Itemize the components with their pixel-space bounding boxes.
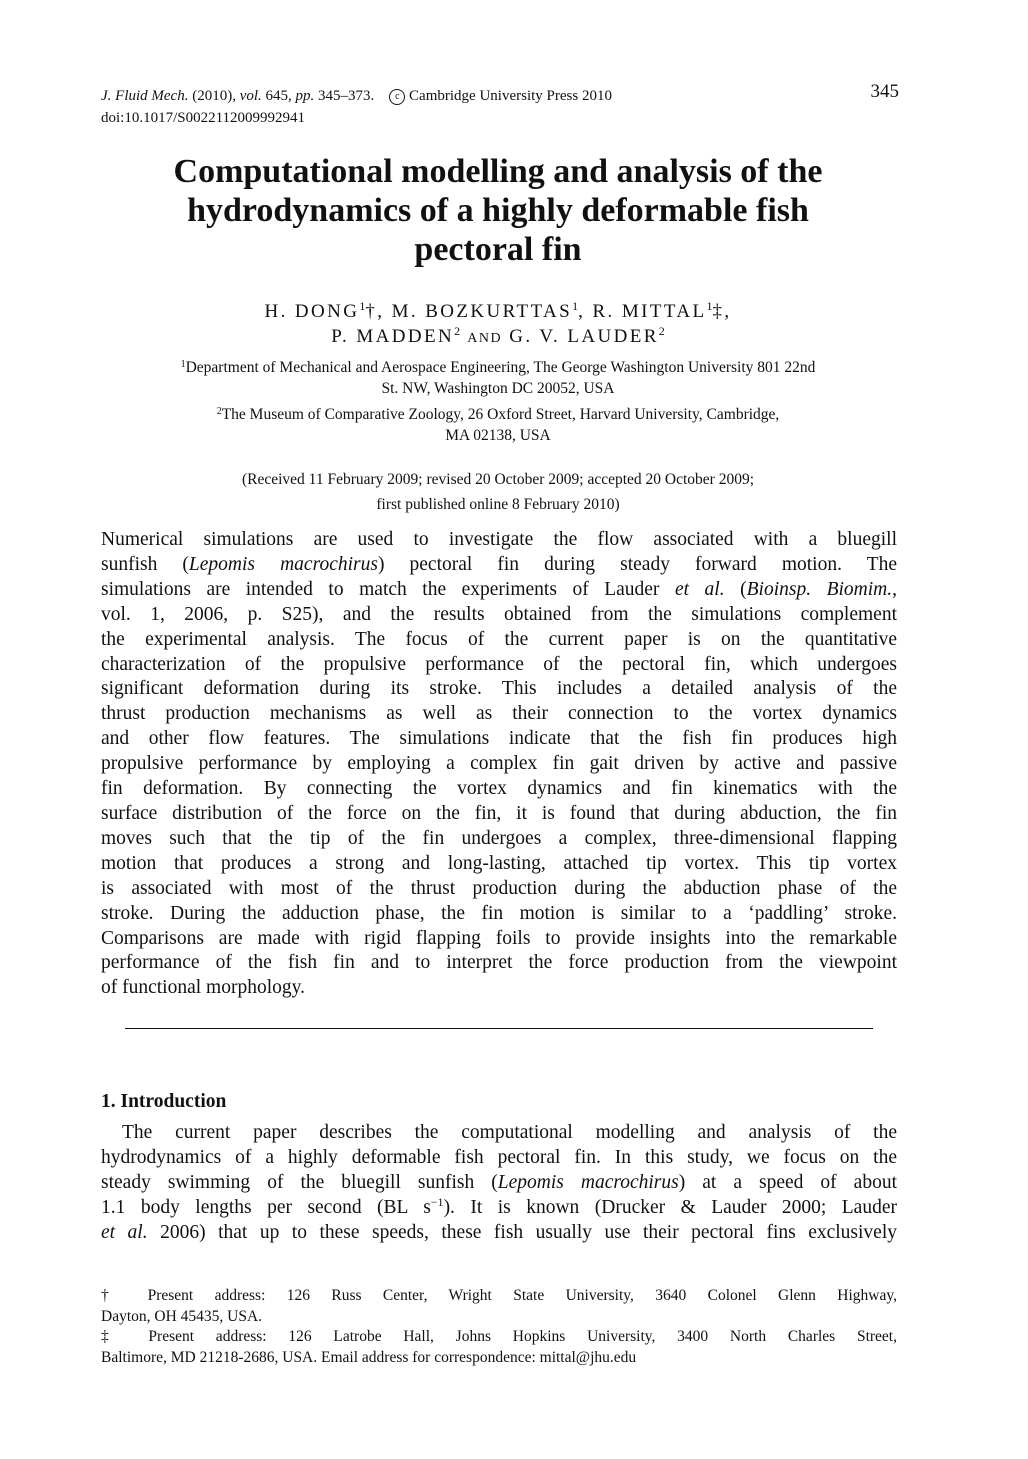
abstract-line: surface distribution of the force on the fin, it is found that during abduction, the fin — [101, 802, 897, 824]
author-name: M. BOZKURTTAS — [391, 301, 573, 322]
abstract-line: and other flow features. The simulations indicate that the fish fin produces high — [101, 728, 897, 750]
text-run: 2006) that up to these speeds, these fish usually use their pectoral fins exclusively — [160, 1221, 898, 1243]
abstract-line: moves such that the tip of the fin undergoes a complex, three-dimensional flapping — [101, 827, 897, 849]
text-run: ( — [740, 578, 747, 600]
affiliation-mark: 1 — [359, 299, 366, 313]
journal-name: J. Fluid Mech. — [101, 88, 189, 104]
abstract-line: stroke. During the adduction phase, the fin motion is similar to a ‘paddling’ stroke. — [101, 902, 897, 924]
title-line: pectoral fin — [414, 231, 582, 268]
copyright-icon: c — [389, 89, 405, 105]
abstract-line — [101, 553, 897, 578]
abstract-line: Numerical simulations are used to investigate the flow associated with a bluegill — [101, 529, 897, 550]
abstract-line: of functional morphology. — [101, 977, 305, 999]
section-title: Introduction — [120, 1091, 227, 1112]
affiliation-mark: 2 — [658, 324, 665, 338]
doi: doi:10.1017/S0022112009992941 — [101, 110, 306, 126]
author-line — [100, 324, 896, 351]
citation-line — [101, 85, 901, 107]
text-run: ) at a speed of about — [678, 1171, 897, 1193]
affiliation-mark: 2 — [454, 324, 461, 338]
affiliation-text: MA 02138, USA — [445, 427, 551, 444]
footnote-line: † Present address: 126 Russ Center, Wright State University, 3640 Colonel Glenn Highway, — [101, 1287, 897, 1304]
received-line: (Received 11 February 2009; revised 20 October 2009; accepted 20 October 2009; — [241, 471, 755, 488]
footnote-line: Baltimore, MD 21218-2686, USA. Email address for correspondence: mittal@jhu.edu — [101, 1349, 637, 1366]
abstract-line: is associated with most of the thrust production during the abduction phase of the — [101, 877, 897, 899]
journal-ref: Bioinsp. Biomim., — [746, 578, 898, 600]
footnote-line: Dayton, OH 45435, USA. — [101, 1308, 263, 1325]
body-line — [101, 1171, 897, 1196]
pages-label: pp. — [295, 88, 315, 104]
footnote-mark: †, — [365, 301, 385, 322]
text-run: steady swimming of the bluegill sunfish ( — [101, 1171, 498, 1193]
affiliation-text: Department of Mechanical and Aerospace Engineering, The George Washington University 801 22nd — [185, 359, 816, 376]
text-run: simulations are intended to match the experiments of Lauder — [101, 578, 660, 600]
exponent: −1 — [430, 1194, 444, 1209]
page-number: 345 — [870, 81, 899, 102]
affiliation-mark: 1 — [572, 299, 579, 313]
affiliation-1 — [100, 357, 896, 399]
body-line: hydrodynamics of a highly deformable fish pectoral fin. In this study, we focus on the — [101, 1146, 897, 1168]
affiliation-2 — [100, 404, 896, 446]
volume-number: 645, — [265, 88, 292, 104]
body-line: The current paper describes the computational modelling and analysis of the — [122, 1122, 897, 1143]
page-range: 345–373. — [318, 88, 375, 104]
affiliation-mark: 1 — [180, 359, 186, 370]
publisher: Cambridge University Press 2010 — [409, 88, 612, 104]
abstract-line: significant deformation during its stroke. This includes a detailed analysis of the — [101, 678, 897, 700]
received-line: first published online 8 February 2010) — [376, 496, 620, 513]
abstract-line: thrust production mechanisms as well as their connection to the vortex dynamics — [101, 703, 897, 725]
footnote-1 — [101, 1285, 897, 1327]
conjunction: AND — [467, 331, 503, 346]
author-name: P. MADDEN — [331, 326, 455, 347]
body-line — [101, 1196, 897, 1221]
title-line: Computational modelling and analysis of the — [173, 153, 823, 190]
journal-year: (2010), — [192, 88, 236, 104]
author-line — [100, 299, 896, 324]
species-name: Lepomis macrochirus — [188, 553, 378, 575]
affiliation-mark: 2 — [216, 406, 222, 417]
et-al: et al. — [674, 578, 725, 600]
received-dates — [100, 467, 896, 517]
author-list — [100, 299, 896, 351]
abstract-line: propulsive performance by employing a complex fin gait driven by active and passive — [101, 753, 897, 775]
abstract — [101, 528, 897, 1001]
affiliation-text: St. NW, Washington DC 20052, USA — [381, 380, 615, 397]
text-run: 1.1 body lengths per second (BL s — [101, 1196, 431, 1218]
section-heading — [101, 1089, 226, 1114]
text-run: ) pectoral fin during steady forward motion. The — [377, 553, 897, 575]
paper-title — [100, 152, 896, 269]
abstract-line — [101, 578, 897, 603]
abstract-line: motion that produces a strong and long-lasting, attached tip vortex. This tip vortex — [101, 852, 897, 874]
abstract-line: Comparisons are made with rigid flapping foils to provide insights into the remarkable — [101, 927, 897, 949]
title-line: hydrodynamics of a highly deformable fish — [187, 192, 809, 229]
footnote-line: ‡ Present address: 126 Latrobe Hall, Johns Hopkins University, 3400 North Charles Street, — [101, 1328, 897, 1345]
author-name: H. DONG — [264, 301, 360, 322]
section-number: 1. — [101, 1091, 116, 1112]
affiliation-text: The Museum of Comparative Zoology, 26 Oxford Street, Harvard University, Cambridge, — [221, 406, 780, 423]
abstract-line: vol. 1, 2006, p. S25), and the results obtained from the simulations complement — [101, 603, 897, 625]
footnote-2 — [101, 1326, 897, 1368]
volume-label: vol. — [239, 88, 262, 104]
text-run: ). It is known (Drucker & Lauder 2000; Lauder — [443, 1196, 897, 1218]
abstract-line: characterization of the propulsive performance of the pectoral fin, which undergoes — [101, 653, 897, 675]
section-divider — [125, 1028, 873, 1029]
separator: , — [578, 301, 586, 322]
abstract-line: fin deformation. By connecting the vortex dynamics and fin kinematics with the — [101, 778, 897, 800]
footnote-mark: ‡, — [712, 301, 732, 322]
body-line — [101, 1221, 897, 1246]
author-name: R. MITTAL — [592, 301, 707, 322]
text-run: sunfish ( — [101, 553, 189, 575]
et-al: et al. — [101, 1221, 148, 1243]
affiliation-mark: 1 — [706, 299, 713, 313]
author-name: G. V. LAUDER — [509, 326, 659, 347]
abstract-line: the experimental analysis. The focus of the current paper is on the quantitative — [101, 628, 897, 650]
running-header — [101, 81, 901, 129]
introduction-body — [101, 1121, 897, 1246]
species-name: Lepomis macrochirus — [497, 1171, 679, 1193]
abstract-line: performance of the fish fin and to interpret the force production from the viewpoint — [101, 952, 897, 974]
